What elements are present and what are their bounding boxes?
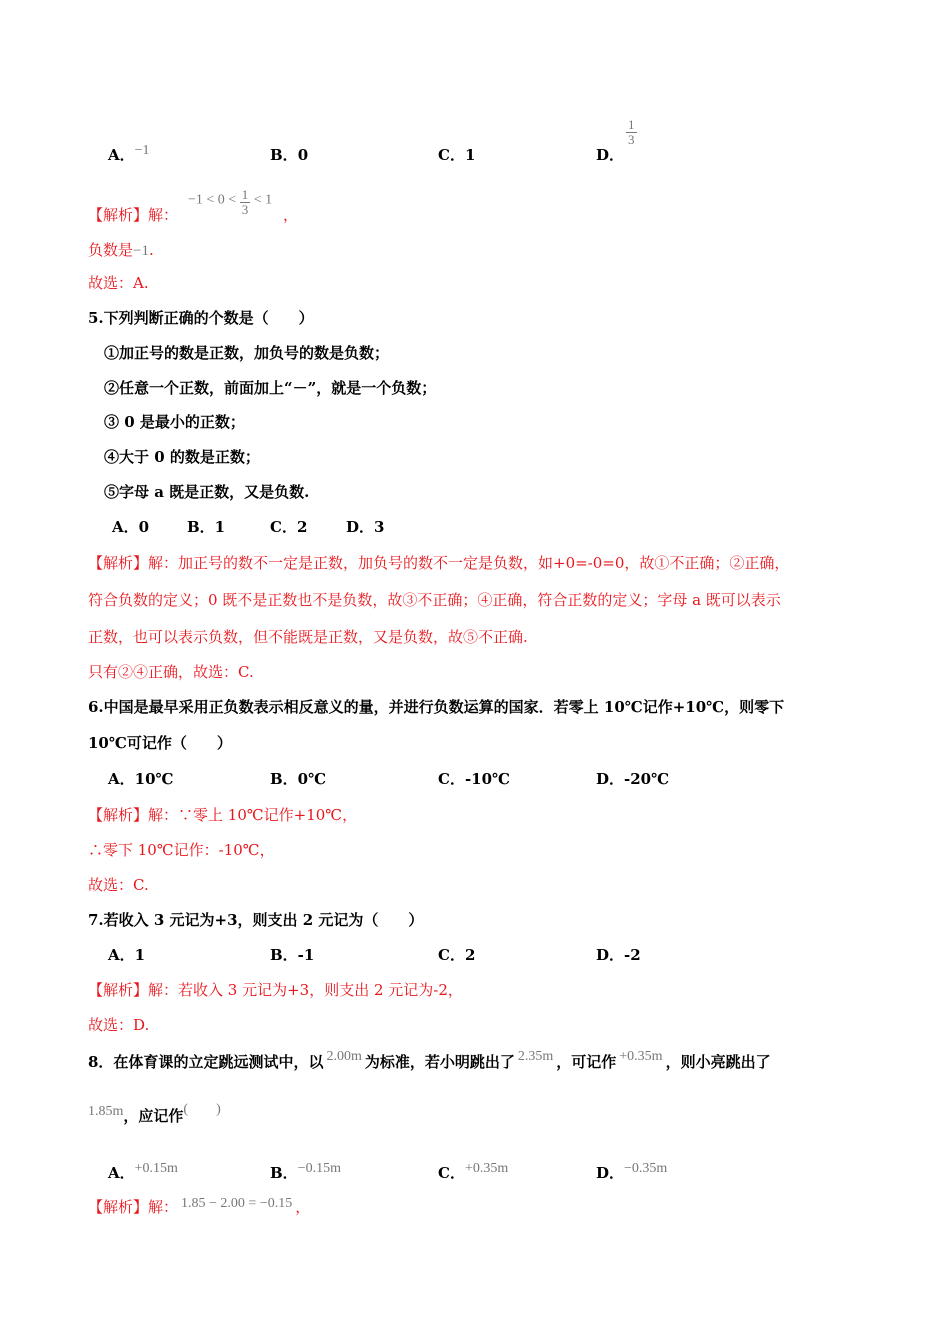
- q5-analysis-line3: 正数，也可以表示负数，但不能既是正数，又是负数，故⑤不正确.: [88, 628, 528, 646]
- q5-analysis-line1: 【解析】解：加正号的数不一定是正数，加负号的数不一定是负数，如+0=-0=0，故①不正确；②正确，: [88, 554, 790, 572]
- q4-analysis: 【解析】解：: [88, 206, 179, 224]
- q6-stem-line2: 10℃可记作（ ）: [88, 734, 232, 752]
- q6-option-a: A．10℃: [108, 770, 174, 788]
- q4-option-c: C．1: [438, 146, 476, 164]
- q5-option-c: C．2: [270, 518, 308, 536]
- q7-stem: 7.若收入 3 元记为+3，则支出 2 元记为（ ）: [88, 911, 424, 929]
- q6-stem-line1: 6.中国是最早采用正负数表示相反意义的量，并进行负数运算的国家．若零上 10℃记作+10℃，则零下: [88, 698, 785, 716]
- q5-analysis-line2: 符合负数的定义；0 既不是正数也不是负数，故③不正确；④正确，符合正数的定义；字母 a 既可以表示: [88, 591, 781, 609]
- q6-analysis-line1: 【解析】解：∵零上 10℃记作+10℃，: [88, 806, 358, 824]
- q4-option-d-fraction: $\frac{1}{3}$: [628, 117, 635, 147]
- q5-statement-4: ④大于 0 的数是正数；: [104, 448, 260, 466]
- q8-standard-value: 2.00m: [326, 1049, 362, 1064]
- q5-option-d: D．3: [346, 518, 385, 536]
- q6-option-b: B．0℃: [270, 770, 327, 788]
- q8-option-b: B．−0.15m: [270, 1161, 341, 1182]
- q8-option-a: A．+0.15m: [108, 1161, 178, 1182]
- q8-paren: ( ): [183, 1102, 221, 1117]
- q5-statement-5: ⑤字母 a 既是正数，又是负数.: [104, 483, 310, 501]
- q4-inequality-comma: ，: [283, 206, 299, 224]
- q7-option-b: B．-1: [270, 946, 315, 964]
- q5-option-b: B．1: [187, 518, 226, 536]
- q7-option-c: C．2: [438, 946, 476, 964]
- q8-stem-line2: 1.85m，应记作( ): [88, 1102, 221, 1125]
- q6-answer: 故选：C.: [88, 876, 149, 894]
- q8-xiaoming-value: 2.35m: [517, 1049, 554, 1064]
- q8-analysis: 【解析】解： 1.85 − 2.00 = −0.15 ，: [88, 1196, 311, 1216]
- q8-xiaoliang-value: 1.85m: [88, 1104, 124, 1119]
- q7-option-d: D．-2: [596, 946, 641, 964]
- q4-option-a-value: −1: [134, 143, 150, 158]
- q7-option-a: A．1: [108, 946, 146, 964]
- q4-answer: 故选：A.: [88, 274, 149, 292]
- q5-stem: 5.下列判断正确的个数是（ ）: [88, 309, 314, 327]
- q7-analysis: 【解析】解：若收入 3 元记为+3，则支出 2 元记为-2，: [88, 981, 463, 999]
- q5-statement-1: ①加正号的数是正数，加负号的数是负数；: [104, 344, 390, 362]
- q6-option-c: C．-10℃: [438, 770, 511, 788]
- q8-option-c: C．+0.35m: [438, 1161, 509, 1182]
- q7-answer: 故选：D.: [88, 1016, 150, 1034]
- q4-inequality: −1 < 0 < $\frac{1}{3}$ < 1: [188, 187, 273, 217]
- q4-option-d: D．: [596, 146, 625, 164]
- q4-analysis-line2: 负数是−1.: [88, 241, 154, 259]
- q6-option-d: D．-20℃: [596, 770, 670, 788]
- q8-option-d: D．−0.35m: [596, 1161, 668, 1182]
- q4-option-a: A．−1: [108, 143, 150, 164]
- q8-record-value: +0.35m: [619, 1049, 663, 1064]
- q8-stem-line1: 8．在体育课的立定跳远测试中，以 2.00m 为标准，若小明跳出了 2.35m ，可记作 +0.35m ，则小亮跳出了: [88, 1049, 771, 1071]
- q8-analysis-formula: 1.85 − 2.00 = −0.15: [181, 1196, 293, 1211]
- q5-answer: 只有②④正确，故选：C.: [88, 663, 254, 681]
- q6-analysis-line2: ∴零下 10℃记作：-10℃，: [88, 841, 275, 859]
- q4-option-b: B．0: [270, 146, 309, 164]
- q5-statement-3: ③ 0 是最小的正数；: [104, 413, 245, 431]
- q5-option-a: A．0: [112, 518, 150, 536]
- q5-statement-2: ②任意一个正数，前面加上“－”，就是一个负数；: [104, 379, 437, 397]
